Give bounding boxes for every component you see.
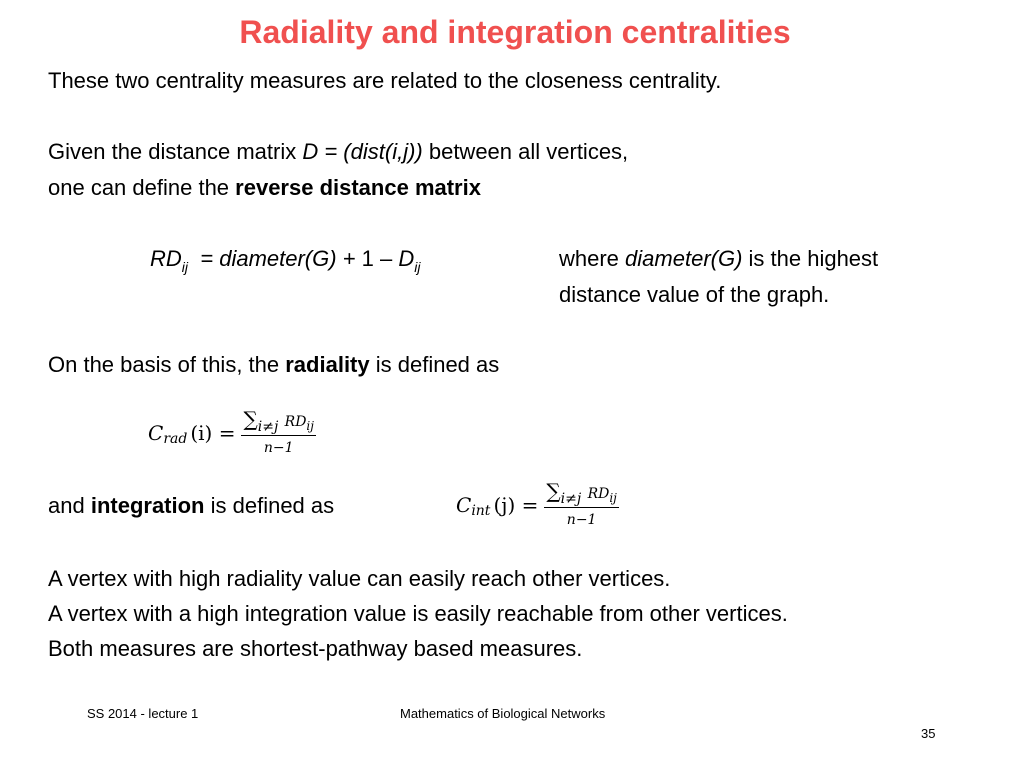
conclusion-3: Both measures are shortest-pathway based measures.	[48, 636, 583, 661]
rd-lhs: RD	[150, 246, 182, 271]
integration-post: is defined as	[204, 493, 335, 518]
cint-rd: RD	[587, 486, 610, 502]
rd-lhs-sub: ij	[181, 259, 189, 275]
reverse-distance-term: reverse distance matrix	[235, 175, 481, 200]
integration-pre: and	[48, 493, 91, 518]
crad-sum-symbol: ∑	[243, 407, 258, 431]
radiality-pre: On the basis of this, the	[48, 352, 286, 377]
integration-term: integration	[90, 493, 205, 518]
crad-fraction	[241, 408, 316, 458]
radiality-post: is defined as	[369, 352, 500, 377]
integration-intro	[48, 493, 334, 519]
cint-fraction	[544, 480, 619, 530]
cint-numerator	[544, 480, 619, 508]
crad-arg: (i) =	[190, 421, 236, 445]
cint-arg: (j) =	[493, 493, 539, 517]
crad-rd-sub: ij	[306, 419, 314, 433]
crad-denominator: n−1	[263, 440, 294, 456]
crad-sum-sub: i≠j	[257, 419, 279, 435]
given-pre: Given the distance matrix	[48, 139, 303, 164]
cint-rd-sub: ij	[609, 491, 617, 505]
crad-formula	[148, 408, 316, 458]
intro-text: These two centrality measures are related to the closeness centrality.	[48, 68, 722, 93]
cint-sum-symbol: ∑	[546, 479, 561, 503]
cint-denominator: n−1	[566, 512, 597, 528]
where-term: diameter(G)	[625, 246, 743, 271]
rd-d: D	[398, 246, 415, 271]
conclusion-2: A vertex with a high integration value is easily reachable from other vertices.	[48, 601, 788, 626]
rd-d-sub: ij	[414, 259, 421, 275]
rd-one: 1 –	[355, 246, 399, 271]
where-note-line1	[559, 246, 878, 272]
conclusion-1: A vertex with high radiality value can easily reach other vertices.	[48, 566, 671, 591]
where-post: is the highest	[742, 246, 879, 271]
rd-eq: = diameter(G) +	[200, 246, 356, 271]
given-post: between all vertices,	[422, 139, 629, 164]
cint-c: C	[456, 493, 472, 517]
radiality-term: radiality	[285, 352, 370, 377]
page-number: 35	[921, 726, 936, 741]
crad-rd: RD	[284, 414, 307, 430]
where-note-line2: distance value of the graph.	[559, 282, 830, 307]
cint-sub: int	[471, 503, 491, 519]
cint-formula	[456, 480, 619, 530]
radiality-intro	[48, 352, 499, 378]
define-line	[48, 175, 481, 201]
crad-sub: rad	[163, 431, 188, 447]
footer-center: Mathematics of Biological Networks	[400, 706, 606, 721]
cint-sum-sub: i≠j	[560, 491, 582, 507]
rd-formula	[150, 246, 420, 274]
distance-matrix-expr: D = (dist(i,j))	[302, 139, 423, 164]
define-pre: one can define the	[48, 175, 236, 200]
crad-c: C	[148, 421, 164, 445]
given-line	[48, 139, 628, 165]
footer-left: SS 2014 - lecture 1	[87, 706, 199, 721]
slide-title: Radiality and integration centralities	[239, 14, 791, 50]
crad-numerator	[241, 408, 316, 436]
where-pre: where	[559, 246, 626, 271]
